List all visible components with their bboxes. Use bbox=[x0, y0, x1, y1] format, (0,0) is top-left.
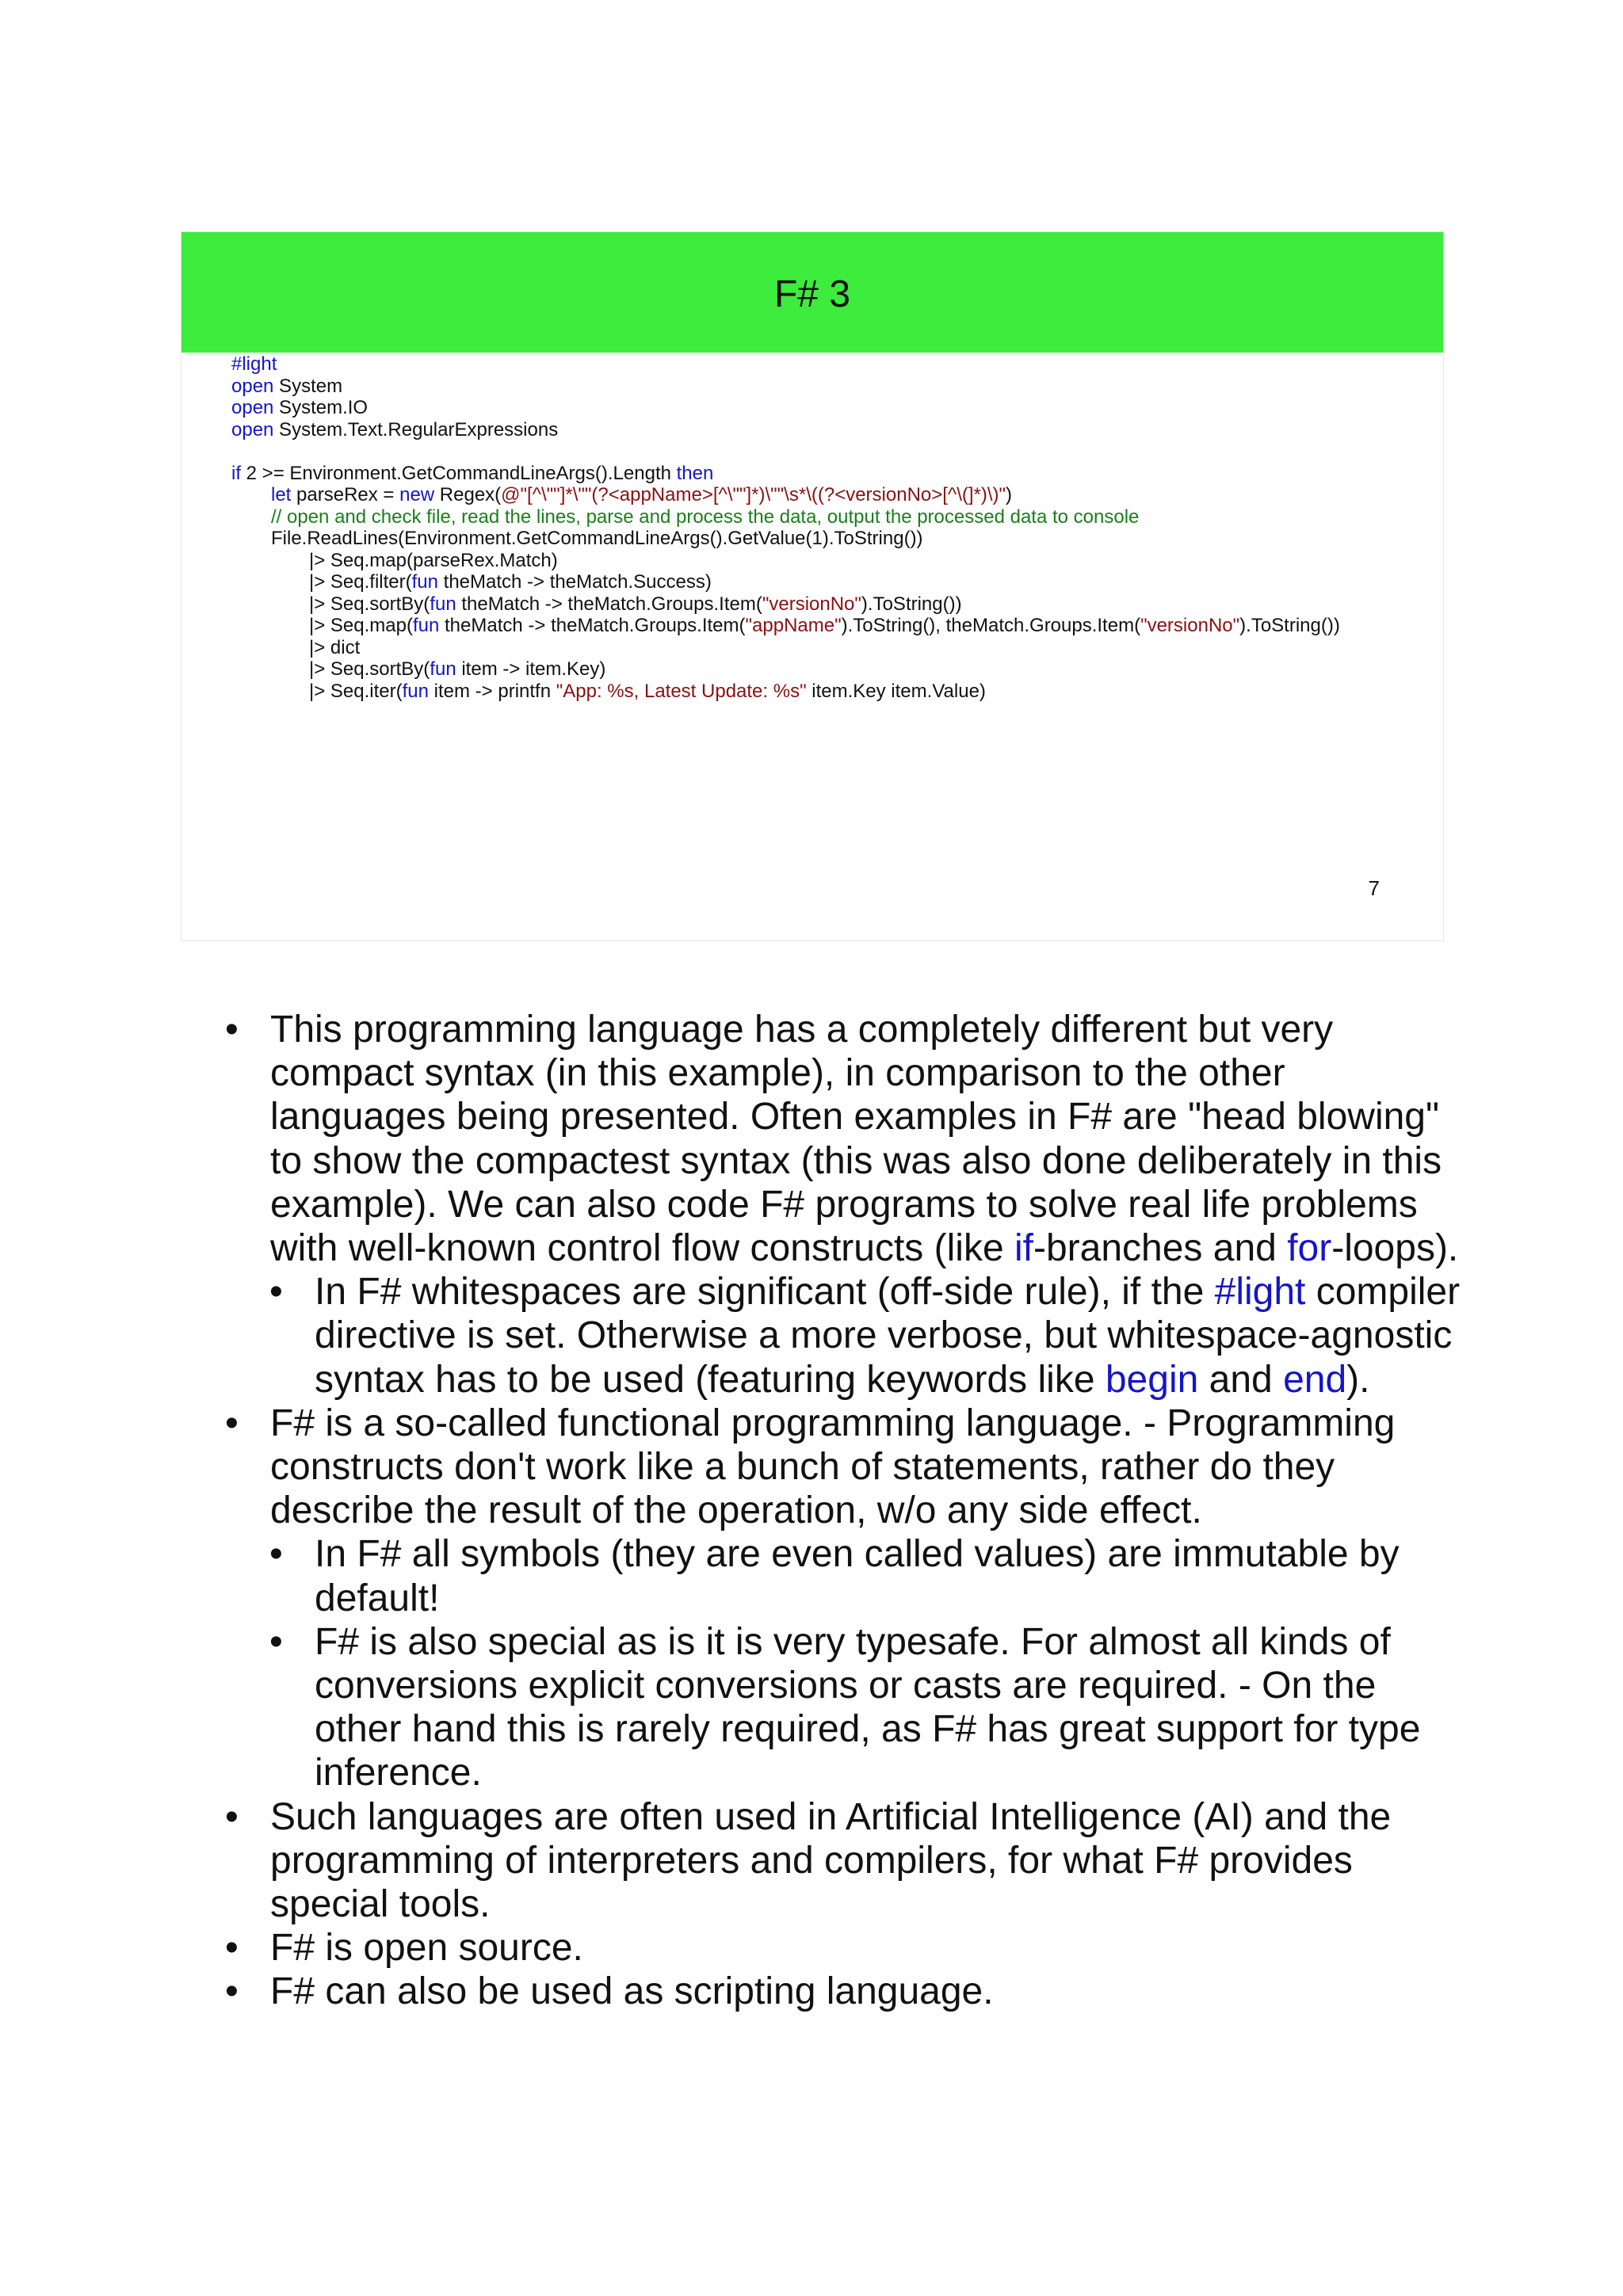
code-string: "versionNo" bbox=[762, 593, 861, 615]
slide-title: F# 3 bbox=[773, 273, 851, 315]
code-line bbox=[231, 593, 1340, 616]
code-text: |> dict bbox=[309, 636, 361, 658]
code-line bbox=[231, 441, 1340, 463]
code-line bbox=[231, 506, 1340, 528]
code-line bbox=[231, 463, 1340, 485]
code-text: |> Seq.iter( bbox=[309, 680, 403, 702]
bullet-text: F# is also special as is it is very typesafe. For almost all kinds of conversions explicit conversions or casts are required. - On the other hand this is rarely required, as F# has great support for type inference. bbox=[315, 1620, 1421, 1794]
code-line bbox=[231, 528, 1340, 550]
code-keyword: let bbox=[271, 484, 292, 505]
code-line bbox=[231, 484, 1340, 506]
bullet-text: In F# whitespaces are significant (off-side rule), if the bbox=[315, 1271, 1215, 1314]
bullet-text: compiler directive is set. Otherwise a more verbose, but whitespace-agnostic syntax has to be used (featuring keywords like bbox=[315, 1271, 1461, 1401]
bullet-text: In F# all symbols (they are even called values) are immutable by default! bbox=[315, 1533, 1400, 1619]
sub-bullet-item bbox=[225, 1620, 1461, 1795]
code-line bbox=[231, 637, 1340, 659]
bullet-item bbox=[225, 1402, 1461, 1533]
code-text: |> Seq.filter( bbox=[309, 571, 412, 593]
code-keyword: new bbox=[399, 484, 435, 505]
keyword-highlight: if bbox=[1014, 1227, 1033, 1270]
bullet-item bbox=[225, 1970, 1461, 2013]
code-text: item -> printfn bbox=[429, 680, 556, 702]
code-text: |> Seq.sortBy( bbox=[309, 593, 430, 615]
bullet-text: F# is a so-called functional programming language. - Programming constructs don't work like a bunch of statements, rather do they describe the result of the operation, w/o any side effect. bbox=[270, 1402, 1396, 1532]
code-line bbox=[231, 376, 1340, 398]
bullet-text: Such languages are often used in Artificial Intelligence (AI) and the programming of interpreters and compilers, for what F# provides special tools. bbox=[270, 1795, 1392, 1926]
code-text: File.ReadLines(Environment.GetCommandLineArgs().GetValue(1).ToString()) bbox=[271, 528, 923, 549]
code-line bbox=[231, 615, 1340, 637]
code-keyword: fun bbox=[412, 615, 440, 636]
code-text: System.Text.RegularExpressions bbox=[273, 418, 559, 441]
bullet-item bbox=[225, 1795, 1461, 1927]
code-text: theMatch -> theMatch.Success) bbox=[438, 571, 712, 593]
code-text: parseRex = bbox=[291, 484, 400, 505]
keyword-highlight: #light bbox=[1214, 1271, 1306, 1314]
code-keyword: open bbox=[231, 375, 274, 397]
code-text: ) bbox=[1006, 484, 1013, 505]
code-text: |> Seq.sortBy( bbox=[309, 658, 430, 680]
bullet-item bbox=[225, 1926, 1461, 1970]
code-text: |> Seq.map(parseRex.Match) bbox=[309, 549, 558, 571]
code-keyword: #light bbox=[231, 353, 277, 375]
code-keyword: fun bbox=[430, 593, 456, 615]
bullet-text: This programming language has a completely different but very compact syntax (in this example), in comparison to the other languages being presented. Often examples in F# are "head blowing" to show the compactest syntax (this was also done deliberately in this example). We can also code F# programs to solve real life problems with well-known control flow constructs (like bbox=[270, 1009, 1442, 1270]
bullet-item bbox=[225, 1008, 1461, 1270]
code-string: "versionNo" bbox=[1140, 615, 1240, 636]
code-line bbox=[231, 550, 1340, 572]
keyword-highlight: for bbox=[1287, 1227, 1332, 1270]
keyword-highlight: end bbox=[1283, 1358, 1347, 1401]
bullet-text: F# is open source. bbox=[270, 1927, 583, 1970]
code-keyword: fun bbox=[430, 658, 456, 680]
code-listing bbox=[231, 353, 1340, 702]
code-text: ).ToString(), theMatch.Groups.Item( bbox=[841, 615, 1141, 636]
code-line bbox=[231, 397, 1340, 419]
code-keyword: then bbox=[676, 462, 714, 484]
bullet-text: ). bbox=[1346, 1358, 1370, 1401]
page-number: 7 bbox=[1368, 876, 1380, 900]
sub-bullet-item bbox=[225, 1270, 1461, 1402]
code-keyword: open bbox=[231, 397, 274, 418]
code-line bbox=[231, 571, 1340, 593]
code-text: ).ToString()) bbox=[1239, 615, 1340, 636]
speaker-notes bbox=[225, 1008, 1461, 2014]
code-keyword: fun bbox=[402, 680, 429, 702]
code-text: theMatch -> theMatch.Groups.Item( bbox=[439, 615, 746, 636]
code-text: 2 >= Environment.GetCommandLineArgs().Length bbox=[241, 462, 677, 484]
bullet-text: F# can also be used as scripting language. bbox=[270, 1970, 994, 2013]
code-line bbox=[231, 681, 1340, 703]
bullet-text: -loops). bbox=[1331, 1227, 1459, 1270]
code-comment: // open and check file, read the lines, parse and process the data, output the processed data to console bbox=[271, 505, 1140, 528]
code-keyword: if bbox=[231, 462, 241, 484]
bullet-text: and bbox=[1198, 1358, 1284, 1401]
code-text: item -> item.Key) bbox=[456, 658, 606, 680]
sub-bullet-item bbox=[225, 1532, 1461, 1619]
code-text: |> Seq.map( bbox=[309, 615, 413, 636]
code-string: "appName" bbox=[745, 615, 842, 636]
code-string: "App: %s, Latest Update: %s" bbox=[556, 680, 807, 702]
code-text: ).ToString()) bbox=[861, 593, 962, 615]
code-text: theMatch -> theMatch.Groups.Item( bbox=[456, 593, 762, 615]
code-keyword: open bbox=[231, 418, 274, 441]
code-keyword: fun bbox=[411, 571, 438, 593]
code-line bbox=[231, 658, 1340, 681]
code-string: @"[^\""]*\""(?<appName>[^\""]*)\""\s*\((?<versionNo>[^\(]*)\)" bbox=[501, 484, 1006, 505]
slide-title-bar bbox=[181, 232, 1443, 353]
code-line bbox=[231, 353, 1340, 376]
code-text: Regex( bbox=[434, 484, 502, 505]
code-text: item.Key item.Value) bbox=[806, 680, 986, 702]
code-line bbox=[231, 419, 1340, 441]
slide-thumbnail bbox=[181, 231, 1444, 941]
keyword-highlight: begin bbox=[1105, 1358, 1199, 1401]
code-text: System bbox=[273, 375, 343, 397]
code-text: System.IO bbox=[273, 397, 369, 418]
bullet-text: -branches and bbox=[1033, 1227, 1288, 1270]
